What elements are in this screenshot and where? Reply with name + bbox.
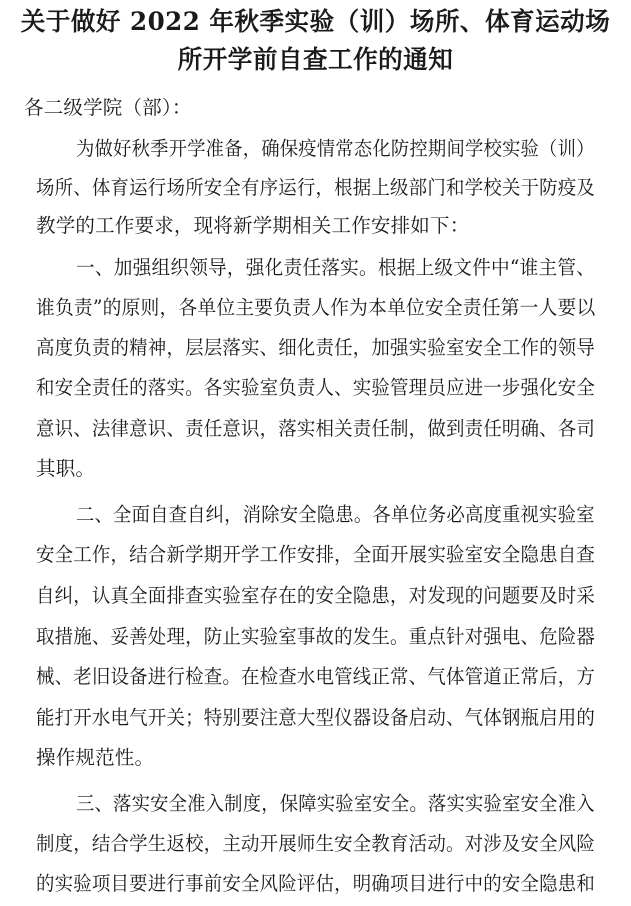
paragraph-section-1-line: 其职。 (36, 457, 96, 480)
paragraph-section-1-line: 一、加强组织领导，强化责任落实。根据上级文件中“谁主管、 (76, 256, 596, 279)
paragraph-section-2-line: 自纠，认真全面排查实验室存在的安全隐患，对发现的问题要及时采 (36, 584, 596, 607)
paragraph-section-3-line: 制度，结合学生返校，主动开展师生安全教育活动。对涉及安全风险 (36, 832, 596, 855)
salutation: 各二级学院（部）： (24, 96, 192, 119)
paragraph-section-2-line: 二、全面自查自纠，消除安全隐患。各单位务必高度重视实验室 (76, 503, 595, 526)
paragraph-section-2-line: 取措施、妥善处理，防止实验室事故的发生。重点针对强电、危险器 (36, 625, 596, 648)
paragraph-intro-line: 场所、体育运行场所安全有序运行，根据上级部门和学校关于防疫及 (36, 176, 596, 199)
paragraph-intro-line: 为做好秋季开学准备，确保疫情常态化防控期间学校实验（训） (76, 137, 595, 160)
paragraph-section-2-line: 能打开水电气开关；特别要注意大型仪器设备启动、气体钢瓶启用的 (36, 706, 596, 729)
paragraph-section-1-line: 意识、法律意识、责任意识，落实相关责任制，做到责任明确、各司 (36, 417, 596, 440)
paragraph-section-2-line: 安全工作，结合新学期开学工作安排，全面开展实验室安全隐患自查 (36, 543, 596, 566)
paragraph-section-3-line: 的实验项目要进行事前安全风险评估，明确项目进行中的安全隐患和 (36, 872, 596, 895)
document-title-line-1: 关于做好 2022 年秋季实验（训）场所、体育运动场 (20, 7, 611, 36)
paragraph-section-1-line: 和安全责任的落实。各实验室负责人、实验管理员应进一步强化安全 (36, 376, 596, 399)
paragraph-section-1-line: 高度负责的精神，层层落实、细化责任，加强实验室安全工作的领导 (36, 336, 596, 359)
paragraph-section-2-line: 械、老旧设备进行检查。在检查水电管线正常、气体管道正常后，方 (36, 665, 596, 688)
document-title-line-2: 所开学前自查工作的通知 (177, 45, 454, 74)
paragraph-section-1-line: 谁负责”的原则，各单位主要负责人作为本单位安全责任第一人要以 (36, 296, 596, 319)
paragraph-section-3-line: 三、落实安全准入制度，保障实验室安全。落实实验室安全准入 (76, 792, 595, 815)
paragraph-section-2-line: 操作规范性。 (36, 746, 155, 769)
paragraph-intro-line: 教学的工作要求，现将新学期相关工作安排如下： (36, 214, 470, 237)
